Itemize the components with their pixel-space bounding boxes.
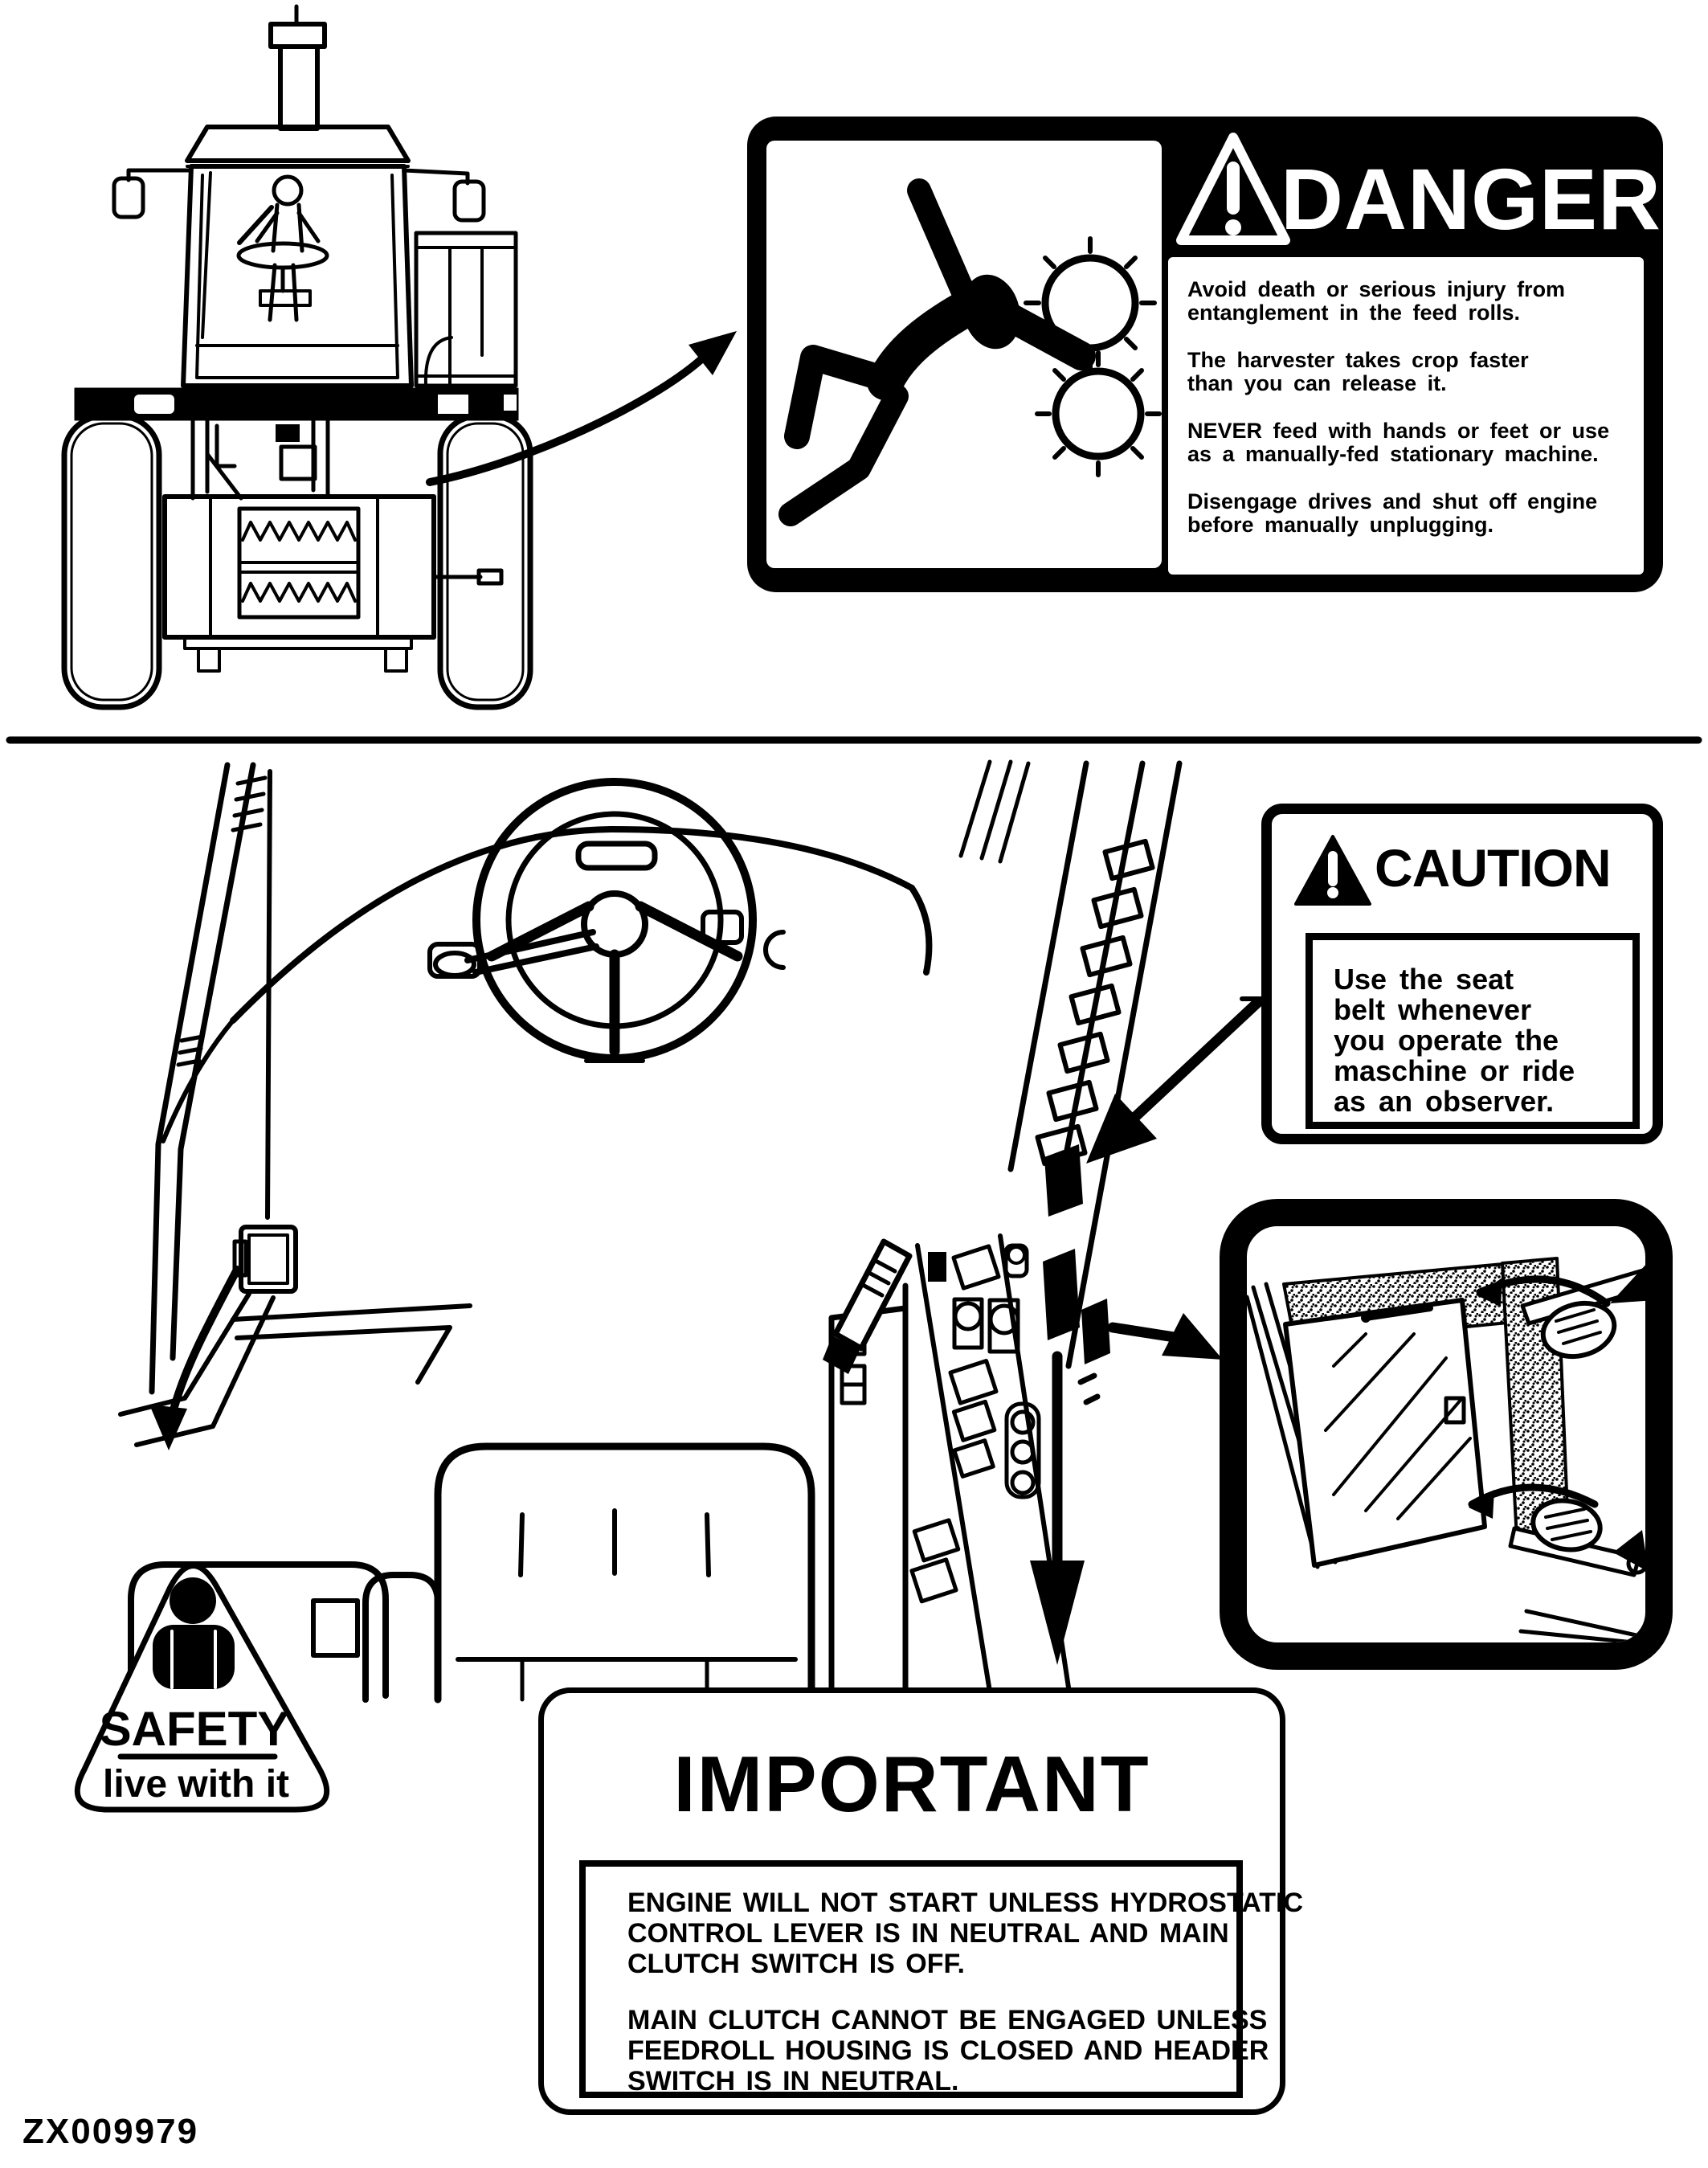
important-text-line: MAIN CLUTCH CANNOT BE ENGAGED UNLESS bbox=[627, 2005, 1268, 2035]
danger-text-line: entanglement in the feed rolls. bbox=[1187, 301, 1521, 325]
steering-wheel-small-icon bbox=[239, 243, 327, 268]
important-message-panel bbox=[579, 1860, 1304, 2098]
danger-signal-word: DANGER bbox=[1281, 150, 1662, 247]
feed-roll-icon bbox=[1037, 353, 1159, 475]
danger-pictogram-panel bbox=[766, 141, 1162, 568]
danger-paragraph bbox=[1187, 349, 1624, 395]
important-text-line: SWITCH IS IN NEUTRAL. bbox=[627, 2066, 959, 2096]
decal-marker-2 bbox=[1043, 1249, 1080, 1340]
safety-decal bbox=[77, 1566, 326, 1810]
decal-marker-3 bbox=[1081, 1299, 1110, 1364]
danger-paragraph bbox=[1187, 490, 1624, 537]
important-text-line: CLUTCH SWITCH IS OFF. bbox=[627, 1949, 965, 1979]
danger-text-line: before manually unplugging. bbox=[1187, 513, 1494, 537]
important-text-line: CONTROL LEVER IS IN NEUTRAL AND MAIN bbox=[627, 1918, 1229, 1949]
arrow-to-safety-decal bbox=[149, 1270, 237, 1450]
chassis-frame-drawing bbox=[75, 388, 518, 420]
danger-paragraph bbox=[1187, 419, 1624, 466]
emergency-exit-window-box bbox=[1220, 1199, 1673, 1670]
danger-message-panel bbox=[1168, 257, 1644, 575]
danger-text-line: than you can release it. bbox=[1187, 371, 1447, 395]
danger-text-line: as a manually-fed stationary machine. bbox=[1187, 442, 1599, 466]
wiper-icon bbox=[202, 173, 210, 337]
emergency-exit-window-drawing bbox=[1247, 1226, 1645, 1642]
arrow-to-important-label bbox=[1030, 1356, 1085, 1665]
feedroll-housing-drawing bbox=[165, 497, 501, 671]
important-paragraph bbox=[627, 2005, 1269, 2096]
caution-text-line: belt whenever bbox=[1334, 993, 1532, 1026]
falling-person-icon bbox=[791, 190, 1081, 514]
arrow-from-caution-label bbox=[1086, 999, 1268, 1164]
decal-marker-1 bbox=[1044, 1144, 1083, 1217]
danger-text-line: Disengage drives and shut off engine bbox=[1187, 489, 1598, 513]
warning-triangle-icon bbox=[1173, 129, 1293, 250]
important-label bbox=[538, 1687, 1304, 2115]
important-text-line: ENGINE WILL NOT START UNLESS HYDROSTATIC bbox=[627, 1888, 1304, 1918]
safety-decal-title: SAFETY bbox=[99, 1702, 290, 1756]
caution-text-line: as an observer. bbox=[1334, 1085, 1555, 1118]
cab-interior-drawing bbox=[121, 762, 1179, 1700]
window-sill-lines bbox=[1521, 1611, 1644, 1642]
right-control-panel-drawing bbox=[912, 1236, 1069, 1691]
wheel-left-icon bbox=[64, 416, 159, 707]
caution-text-line: Use the seat bbox=[1334, 963, 1514, 996]
subframe-drawing bbox=[193, 420, 328, 498]
caution-message-panel bbox=[1306, 933, 1640, 1129]
danger-label bbox=[747, 117, 1663, 592]
hand-turning-bottom-latch bbox=[1469, 1487, 1645, 1575]
figure-code: ZX009979 bbox=[22, 2112, 199, 2151]
important-title: IMPORTANT bbox=[673, 1740, 1150, 1828]
caution-text-line: maschine or ride bbox=[1334, 1054, 1575, 1087]
safety-decal-subtitle: live with it bbox=[102, 1763, 290, 1806]
harvester-rear-view-drawing bbox=[64, 6, 530, 707]
danger-text-line: NEVER feed with hands or feet or use bbox=[1187, 419, 1610, 443]
arrow-to-exit-box bbox=[1113, 1313, 1223, 1360]
caution-signal-word: CAUTION bbox=[1375, 838, 1611, 898]
operator-seat-drawing bbox=[366, 1446, 811, 1700]
operator-drawing bbox=[239, 177, 327, 320]
dashboard-drawing bbox=[163, 829, 929, 1141]
danger-paragraph bbox=[1187, 278, 1624, 325]
danger-text-line: Avoid death or serious injury from bbox=[1187, 277, 1566, 301]
feed-roll-teeth-icon bbox=[243, 522, 355, 540]
important-text-line: FEEDROLL HOUSING IS CLOSED AND HEADER bbox=[627, 2035, 1269, 2066]
platform-railing-drawing bbox=[416, 233, 516, 386]
important-paragraph bbox=[627, 1888, 1304, 1979]
caution-label bbox=[1261, 804, 1663, 1144]
seat-belt-retractor-drawing bbox=[235, 771, 296, 1291]
caution-text-line: you operate the bbox=[1334, 1024, 1559, 1057]
mirror-right-icon bbox=[404, 170, 484, 220]
armrest-drawing bbox=[366, 1575, 438, 1700]
warning-triangle-icon bbox=[1293, 833, 1373, 909]
spout-drawing bbox=[271, 6, 325, 129]
mirror-left-icon bbox=[114, 170, 191, 217]
danger-text-line: The harvester takes crop faster bbox=[1187, 348, 1529, 372]
person-pulled-into-feed-rolls-icon bbox=[766, 141, 1162, 568]
